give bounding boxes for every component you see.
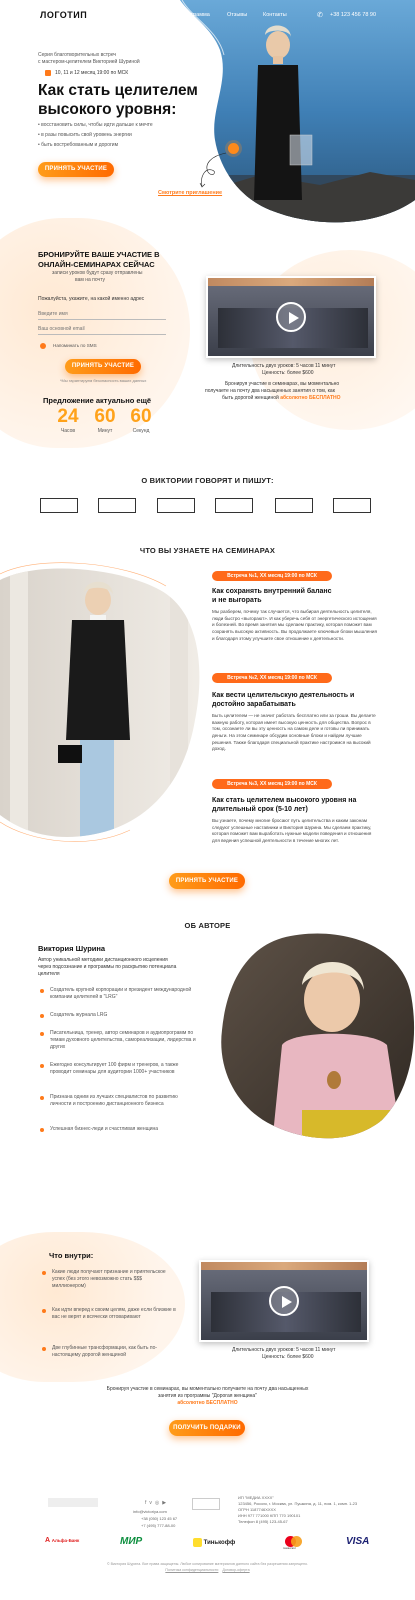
booking-note-line3: быть дорогой женщиной абсолютно БЕСПЛАТНО: [222, 395, 341, 401]
hero-cta-button[interactable]: ПРИНЯТЬ УЧАСТИЕ: [38, 162, 114, 177]
meeting-2-title-line2: достойно зарабатывать: [212, 701, 296, 708]
bullet-icon: [40, 1032, 44, 1036]
email-field[interactable]: [38, 324, 166, 335]
booking-title-line1: БРОНИРУЙТЕ ВАШЕ УЧАСТИЕ В: [38, 250, 160, 259]
alfa-bank-icon: A: [45, 1537, 50, 1544]
offer-title: Предложение актуально ещё: [43, 396, 152, 405]
legal-line2: 123456, Россия, г. Москва, ул. Пушкина, д. 11, пом. 1, комн. 1-23: [238, 1501, 358, 1506]
privacy-note: *Мы гарантируем безопасность ваших данных: [60, 378, 147, 383]
meeting-3-title-line2: длительный срок (5-10 лет): [212, 806, 308, 813]
nav-webinar[interactable]: Вебинар: [140, 12, 163, 18]
author-intro: Автор уникальной методики дистанционного исцеления через подсознание и программы по раскрытию потенциала целителя: [38, 957, 177, 977]
press-logo[interactable]: [157, 498, 195, 513]
inside-title: Что внутри:: [49, 1251, 94, 1260]
fact-item: Признана одним из лучших специалистов по развитию личности и построению дистанционного бизнеса: [50, 1094, 200, 1108]
arrow-icon: [196, 150, 232, 190]
meeting-3-title-line1: Как стать целителем высокого уровня на: [212, 797, 357, 804]
legal-line1: ИП "МЕДИА XXXX": [238, 1495, 274, 1500]
fact-item: Писательница, тренер, автор семинаров и аудиопрограмм по темам духовного целительства, самореализации, лидерства и других: [50, 1030, 200, 1051]
nav-program[interactable]: Программа: [181, 12, 210, 18]
meeting-3-badge: Встреча №3, XX месяц 19:00 по МСК: [212, 779, 332, 789]
meeting-3-text: Вы узнаете, почему многие бросают путь целительства и каким законам следуют успешные наставники и Виктория Шурина. Мы сделаем практику, которая поможет вам выработать нужные модели поведения и отношения для ведения успешной деятельности в течение многих лет.: [212, 818, 372, 843]
hero-title-line2: высокого уровня:: [38, 101, 177, 118]
legal-line3: ОГРН 1187746XXXX: [238, 1507, 276, 1512]
inside-note-line2: занятия из программы "Дорогая женщина": [158, 1393, 257, 1399]
footer-links: [0, 1568, 415, 1572]
bullet-icon: [40, 989, 44, 993]
meeting-2-badge: Встреча №2, XX месяц 19:00 по МСК: [212, 673, 332, 683]
bullet-icon: [40, 1064, 44, 1068]
timer-minutes: 60 Минут: [94, 406, 116, 434]
fact-item: Ежегодно консультирует 100 фирм и тренеров, а также проводит семинары для аудитории 1000+ участников: [50, 1062, 200, 1076]
booking-subtitle-line2: вам на почту: [75, 277, 105, 283]
video-caption-line2: Ценность: более $600: [262, 370, 314, 376]
nav-contacts[interactable]: Контакты: [263, 12, 287, 18]
bullet-icon: [40, 1014, 44, 1018]
sms-label: Напоминать по SMS: [53, 343, 97, 348]
footer-partner-logo: [48, 1498, 98, 1507]
bullet-icon: [40, 1096, 44, 1100]
footer-phone-2[interactable]: +7 (495) 777-88-00: [141, 1523, 176, 1528]
hero-title-line1: Как стать целителем: [38, 82, 198, 99]
inside-note-line1: Бронируя участие в семинарах, вы моментально получаете на почту два насыщенных: [106, 1386, 309, 1392]
get-gifts-button[interactable]: ПОЛУЧИТЬ ПОДАРКИ: [169, 1420, 245, 1436]
booking-video[interactable]: [206, 276, 376, 358]
booking-note-line1: Бронируя участие в семинарах, вы моментально: [225, 381, 340, 387]
meeting-2-title-line1: Как вести целительскую деятельность и: [212, 692, 355, 699]
footer-brand-logo: [192, 1498, 220, 1510]
inside-note-free: абсолютно БЕСПЛАТНО: [177, 1400, 238, 1406]
booking-title-line2: ОНЛАЙН-СЕМИНАРАХ СЕЙЧАС: [38, 260, 155, 269]
footer-copyright: © Виктория Шурина. Все права защищены. Любое копирование материалов данного сайта без разрешения запрещено.: [106, 1562, 309, 1566]
mastercard-circle-yellow-icon: [291, 1536, 302, 1547]
timer-hours: 24 Часов: [57, 406, 79, 434]
bullet-icon: [42, 1347, 46, 1351]
watch-invitation-link[interactable]: Смотрите приглашение: [158, 190, 223, 196]
timer-seconds: 60 Секунд: [130, 406, 152, 434]
meeting-2-text: Быть целителем — не значит работать бесплатно или за гроши. Вы делаете важную работу, которая имеет высокую ценность для общества. Вопрос в том, осознаете ли вы эту ценность на самом деле и готовы ли принимать деньги. На этом семинаре обсудим основные блоки и найдем лучшие решения. Также благодаря специальной практике настроимся на высокий доход.: [212, 713, 376, 752]
inside-item: Какие люди получают признание и приятельское успех (без этого невозможно стать $$$ миллионером): [52, 1269, 177, 1290]
hero-dates: 10, 11 и 12 месяц 19:00 по МСК: [55, 70, 129, 76]
press-logo[interactable]: [40, 498, 78, 513]
inside-video[interactable]: [199, 1260, 369, 1342]
learn-title: ЧТО ВЫ УЗНАЕТЕ НА СЕМИНАРАХ: [139, 546, 276, 555]
nav-reviews[interactable]: Отзывы: [227, 12, 248, 18]
calendar-icon: [45, 70, 51, 76]
press-logo[interactable]: [333, 498, 371, 513]
meeting-1-title-line2: и не выгорать: [212, 597, 262, 604]
hero-bullet: • в разы повысить свой уровень энергии: [38, 132, 132, 138]
phone-icon: ✆: [317, 12, 323, 19]
privacy-policy-link[interactable]: Политика конфиденциальности: [165, 1568, 219, 1572]
legal-line5: Телефон 8 (495) 123-45-67: [238, 1519, 288, 1524]
facebook-icon[interactable]: f: [145, 1500, 150, 1506]
booking-subtitle-line1: записи уроков будут сразу отправлены: [52, 270, 143, 276]
footer-phone-1[interactable]: +38 (050) 123 45 67: [141, 1516, 178, 1521]
instagram-icon[interactable]: ◎: [154, 1500, 163, 1506]
mir-logo: МИР: [120, 1536, 143, 1547]
logo[interactable]: ЛОГОТИП: [40, 10, 88, 20]
hero-series-line2: с мастером-целителем Викторией Шуриной: [38, 59, 140, 65]
free-highlight: абсолютно БЕСПЛАТНО: [280, 395, 341, 401]
video-caption-line1: Длительность двух уроков: 5 часов 11 минут: [232, 363, 336, 369]
bullet-icon: [42, 1309, 46, 1313]
play-button-icon[interactable]: [276, 302, 306, 332]
footer-email[interactable]: info@victoriya.com: [133, 1509, 167, 1514]
fact-item: Создатель крупной корпорации и президент международной компании целителей в "LRG": [50, 987, 200, 1001]
inside-item: Две глубинные трансформации, как быть по-настоящему дорогой женщиной: [52, 1345, 177, 1359]
booking-cta-button[interactable]: ПРИНЯТЬ УЧАСТИЕ: [65, 359, 141, 374]
meeting-1-text: Мы разберем, почему так случается, что выбирая деятельность целителя, люди быстро «выгорают». И как уберечь себя от энергетического истощения и болезней. Во время занятия мы сделаем практику, которая поможет вам сохранять высокую активность. Вы продолжаете ключевые блоки мышления и благодаря этому улучшите свое отношение к деятельности.: [212, 609, 377, 641]
footer-social-icons: [145, 1500, 169, 1506]
inside-video-caption-line1: Длительность двух уроков: 5 часов 11 минут: [232, 1347, 336, 1353]
name-field[interactable]: [38, 309, 166, 320]
footer: [0, 1480, 415, 1600]
vk-icon[interactable]: v: [149, 1500, 155, 1506]
header-phone[interactable]: +38 123 456 78 90: [330, 12, 377, 18]
fact-item: Успешная бизнес-леди и счастливая женщина: [50, 1126, 200, 1133]
bullet-icon: [40, 1128, 44, 1132]
legal-line4: ИНН 977 771000 КПП 770 190101: [238, 1513, 301, 1518]
inside-video-caption-line2: Ценность: более $600: [262, 1354, 314, 1360]
sms-toggle[interactable]: [40, 343, 46, 349]
tinkoff-icon: [193, 1538, 202, 1547]
tinkoff-logo: Тинькофф: [193, 1538, 235, 1547]
hero-section: [0, 0, 415, 225]
youtube-icon[interactable]: ▶: [162, 1500, 170, 1506]
hero-bullet: • восстановить силы, чтобы идти дальше к мечте: [38, 122, 153, 128]
timer: [45, 406, 165, 446]
press-logo[interactable]: [215, 498, 253, 513]
visa-logo: VISA: [346, 1536, 370, 1547]
mastercard-logo: mastercard: [283, 1536, 307, 1550]
booking-prompt: Пожалуйста, укажите, на какой именно адрес: [38, 296, 145, 302]
learn-cta-button[interactable]: ПРИНЯТЬ УЧАСТИЕ: [169, 873, 245, 889]
inside-item: Как идти вперед к своим целям, даже если близкие в вас не верят и всячески отговаривают: [52, 1307, 177, 1321]
press-title: О ВИКТОРИИ ГОВОРЯТ И ПИШУТ:: [141, 476, 274, 485]
learn-photo: [0, 560, 205, 845]
press-logo[interactable]: [98, 498, 136, 513]
fact-item: Создатель журнала LRG: [50, 1012, 200, 1019]
meeting-1-badge: Встреча №1, XX месяц 19:00 по МСК: [212, 571, 332, 581]
hero-series-line1: Серия благотворительных встреч: [38, 52, 117, 58]
about-title: ОБ АВТОРЕ: [184, 921, 231, 930]
bullet-icon: [42, 1271, 46, 1275]
hero-bullet: • быть востребованным и дорогим: [38, 142, 119, 148]
play-button-icon[interactable]: [269, 1286, 299, 1316]
author-name: Виктория Шурина: [38, 944, 106, 953]
press-logo[interactable]: [275, 498, 313, 513]
author-photo: [212, 930, 415, 1145]
offer-agreement-link[interactable]: Договор-оферта: [222, 1568, 250, 1572]
alfa-bank-logo: A Альфа-Банк: [45, 1537, 80, 1544]
booking-note-line2: получаете на почту два насыщенных занятия о том, как: [205, 388, 335, 394]
meeting-1-title-line1: Как сохранять внутренний баланс: [212, 588, 332, 595]
